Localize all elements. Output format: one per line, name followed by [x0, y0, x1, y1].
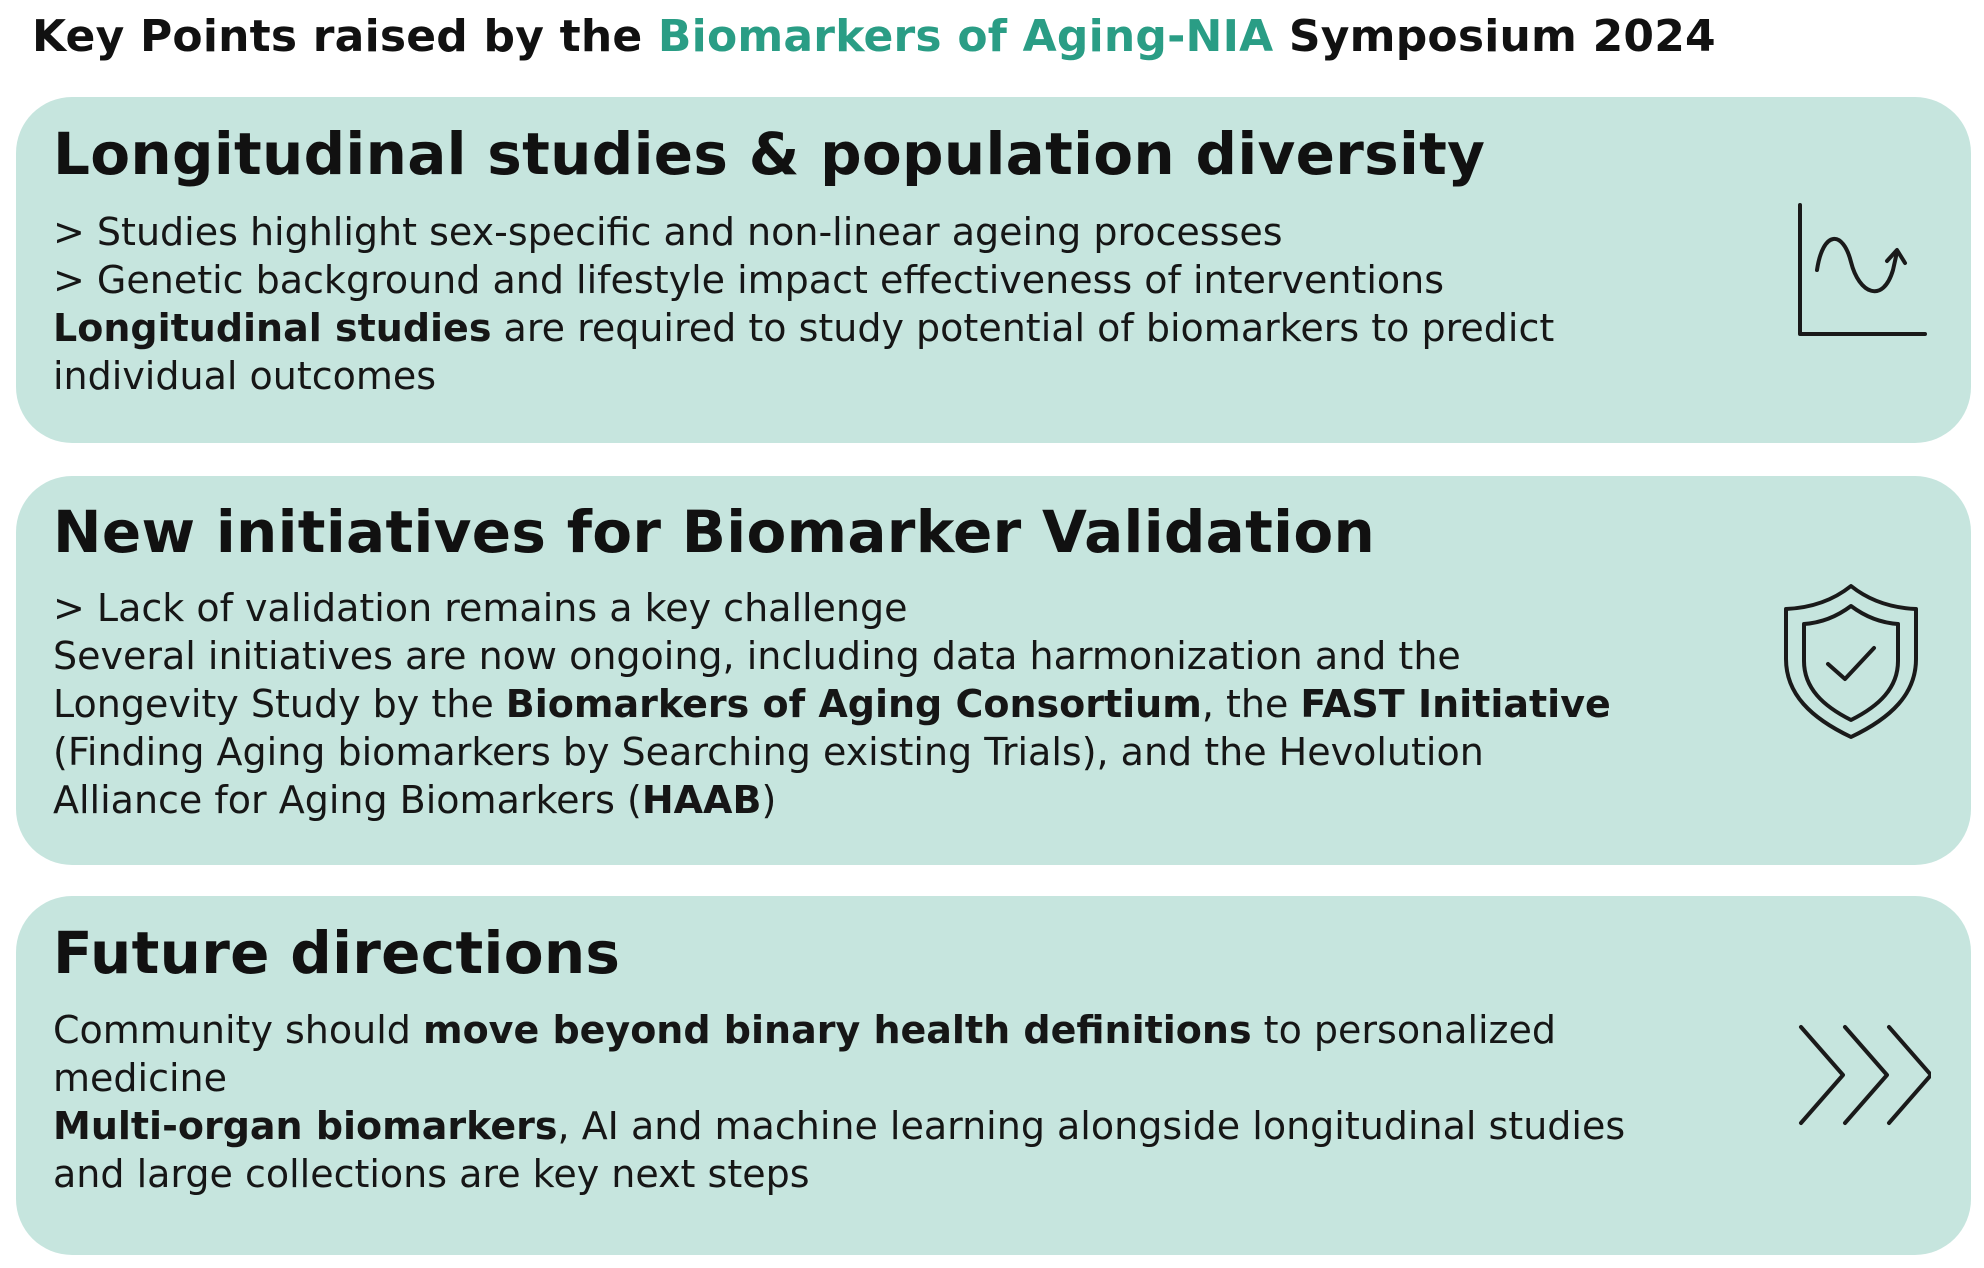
- card-heading: Future directions: [53, 919, 621, 987]
- chevrons-right-icon: [1771, 993, 1931, 1153]
- body-text: , AI and machine learning alongside longitudinal studies: [557, 1104, 1626, 1148]
- body-text: medicine: [53, 1056, 227, 1100]
- body-text: individual outcomes: [53, 354, 437, 398]
- body-text: Community should: [53, 1008, 423, 1052]
- card-future-directions: [16, 896, 1971, 1255]
- card-body-line: [53, 632, 1753, 680]
- card-heading: New initiatives for Biomarker Validation: [53, 498, 1376, 566]
- card-body-line: [53, 256, 1753, 304]
- body-text: ): [761, 778, 777, 822]
- body-text: are required to study potential of biomarkers to predict: [491, 306, 1555, 350]
- emphasis-text: HAAB: [641, 778, 762, 822]
- card-body-line: [53, 1006, 1753, 1054]
- card-longitudinal-studies: [16, 97, 1971, 443]
- card-heading: Longitudinal studies & population diversity: [53, 120, 1486, 188]
- card-body: [53, 208, 1753, 400]
- body-text: > Lack of validation remains a key challenge: [53, 586, 908, 630]
- emphasis-text: Multi-organ biomarkers: [53, 1104, 558, 1148]
- body-text: (Finding Aging biomarkers by Searching existing Trials), and the Hevolution: [53, 730, 1484, 774]
- emphasis-text: Longitudinal studies: [53, 306, 492, 350]
- title-suffix: Symposium 2024: [1273, 11, 1716, 62]
- card-body-line: [53, 1054, 1753, 1102]
- body-text: Several initiatives are now ongoing, including data harmonization and the: [53, 634, 1461, 678]
- page-title: [32, 8, 1716, 66]
- body-text: and large collections are key next steps: [53, 1152, 810, 1196]
- card-body: [53, 584, 1753, 824]
- line-chart-trend-icon: [1771, 200, 1931, 360]
- card-body-line: [53, 1102, 1753, 1150]
- title-highlight: Biomarkers of Aging-NIA: [657, 11, 1274, 62]
- emphasis-text: move beyond binary health definitions: [422, 1008, 1252, 1052]
- emphasis-text: Biomarkers of Aging Consortium: [505, 682, 1202, 726]
- card-body: [53, 1006, 1753, 1198]
- body-text: Longevity Study by the: [53, 682, 506, 726]
- card-biomarker-validation: [16, 476, 1971, 865]
- card-body-line: [53, 1150, 1753, 1198]
- card-body-line: [53, 728, 1753, 776]
- emphasis-text: FAST Initiative: [1300, 682, 1611, 726]
- shield-check-icon: [1771, 582, 1931, 742]
- card-body-line: [53, 352, 1753, 400]
- body-text: Alliance for Aging Biomarkers (: [53, 778, 642, 822]
- title-prefix: Key Points raised by the: [32, 11, 658, 62]
- body-text: to personalized: [1251, 1008, 1557, 1052]
- body-text: > Genetic background and lifestyle impact effectiveness of interventions: [53, 258, 1445, 302]
- body-text: , the: [1201, 682, 1301, 726]
- card-body-line: [53, 304, 1753, 352]
- card-body-line: [53, 584, 1753, 632]
- card-body-line: [53, 208, 1753, 256]
- card-body-line: [53, 680, 1753, 728]
- card-body-line: [53, 776, 1753, 824]
- body-text: > Studies highlight sex-specific and non-linear ageing processes: [53, 210, 1283, 254]
